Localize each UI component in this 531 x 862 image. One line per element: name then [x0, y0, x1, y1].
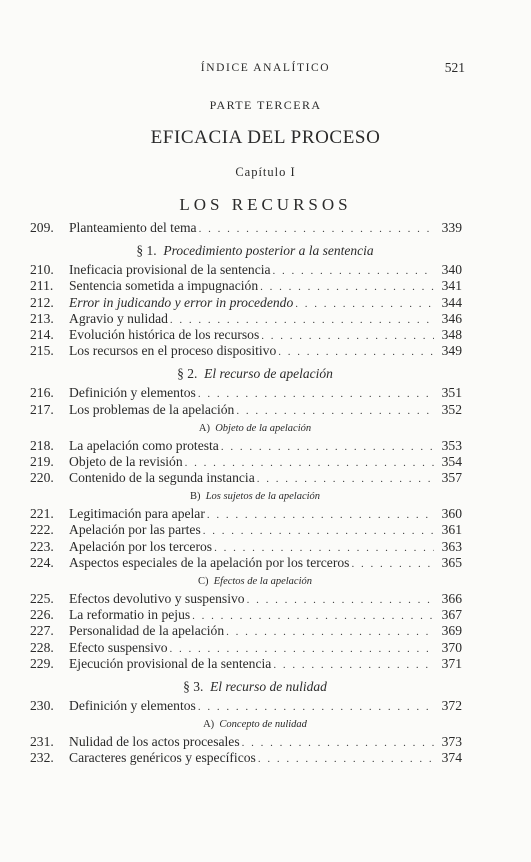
table-of-contents: [30, 220, 462, 767]
entry-page: 367: [441, 607, 462, 623]
entry-page: 370: [441, 639, 462, 655]
entry-page: 371: [441, 655, 462, 671]
heading-text: Objeto de la apelación: [215, 422, 312, 434]
entry-title: Los problemas de la apelación: [69, 401, 235, 417]
entry-page: 349: [441, 343, 462, 359]
toc-entry: [30, 607, 462, 623]
subsection-heading: [48, 241, 462, 260]
entry-number: 211.: [30, 278, 54, 294]
dot-leader: [203, 523, 434, 539]
entry-title: Personalidad de la apelación: [69, 623, 225, 639]
entry-title: La reformatio in pejus: [69, 607, 191, 623]
dot-leader: [207, 507, 434, 523]
entry-number: 228.: [30, 639, 54, 655]
entry-number: 219.: [30, 453, 54, 469]
dot-leader: [247, 592, 434, 608]
heading-text: Efectos de la apelación: [213, 576, 312, 587]
entry-number: 210.: [30, 262, 54, 278]
entry-title: Efectos devolutivo y suspensivo: [69, 591, 245, 606]
entry-page: 352: [441, 401, 462, 417]
toc-entry: [30, 734, 462, 750]
heading-sign: C): [197, 576, 209, 587]
entry-title: Efecto suspensivo: [69, 639, 168, 655]
entry-number: 223.: [30, 538, 54, 554]
heading-sign: A): [198, 422, 210, 434]
toc-entry: [30, 220, 462, 236]
toc-entry: [30, 539, 462, 555]
entry-page: 344: [441, 294, 462, 310]
dot-leader: [261, 328, 434, 344]
entry-number: 225.: [30, 591, 54, 606]
entry-number: 218.: [30, 437, 54, 453]
toc-entry: [30, 278, 462, 294]
entry-page: 373: [441, 734, 462, 750]
dot-leader: [226, 624, 434, 640]
entry-title: Contenido de la segunda instancia: [69, 470, 255, 486]
entry-number: 224.: [30, 554, 54, 570]
toc-entry: [30, 522, 462, 538]
subsection-subheading: [48, 717, 462, 733]
dot-leader: [278, 344, 434, 360]
entry-page: 340: [441, 262, 462, 278]
dot-leader: [273, 263, 434, 279]
entry-page: 357: [441, 470, 462, 486]
heading-sign: § 3.: [183, 678, 204, 694]
toc-entry: [30, 750, 462, 766]
heading-text: Concepto de nulidad: [219, 719, 307, 731]
subsection-subheading: [48, 574, 462, 590]
dot-leader: [257, 471, 434, 487]
toc-entry: [30, 454, 462, 470]
dot-leader: [199, 221, 434, 237]
entry-page: 348: [441, 326, 462, 342]
toc-entry: [30, 311, 462, 327]
entry-title: Definición y elementos: [69, 385, 196, 401]
entry-number: 221.: [30, 506, 54, 522]
entry-number: 215.: [30, 343, 54, 359]
entry-page: 374: [441, 750, 462, 766]
chapter-heading: Capítulo I: [235, 165, 296, 179]
entry-title: Apelación por los terceros: [69, 538, 213, 554]
entry-title: Legitimación para apelar: [69, 506, 205, 522]
entry-title: Ineficacia provisional de la sentencia: [69, 262, 271, 278]
entry-title: Nulidad de los actos procesales: [69, 734, 240, 750]
entry-title: Planteamiento del tema: [69, 220, 197, 235]
dot-leader: [260, 279, 434, 295]
entry-page: 351: [441, 385, 462, 401]
entry-title: Ejecución provisional de la sentencia: [69, 655, 272, 671]
toc-entry: [30, 470, 462, 486]
entry-number: 220.: [30, 470, 54, 486]
entry-number: 216.: [30, 385, 54, 401]
toc-entry: [30, 698, 462, 714]
toc-entry: [30, 591, 462, 607]
entry-number: 231.: [30, 734, 54, 750]
entry-number: 226.: [30, 607, 54, 623]
entry-page: 365: [441, 554, 462, 570]
toc-entry: [30, 555, 462, 571]
entry-number: 209.: [30, 220, 54, 235]
entry-number: 217.: [30, 401, 54, 417]
dot-leader: [192, 608, 434, 624]
entry-title: Error in judicando y error in procedendo: [69, 294, 294, 310]
heading-sign: A): [203, 719, 215, 731]
toc-entry: [30, 438, 462, 454]
toc-entry: [30, 402, 462, 418]
entry-number: 230.: [30, 697, 54, 713]
entry-title: Agravio y nulidad: [69, 310, 168, 326]
dot-leader: [170, 312, 434, 328]
heading-sign: § 2.: [177, 366, 198, 382]
entry-title: Evolución histórica de los recursos: [69, 326, 260, 342]
entry-title: Apelación por las partes: [69, 522, 201, 538]
toc-entry: [30, 640, 462, 656]
dot-leader: [185, 455, 434, 471]
entry-page: 369: [441, 623, 462, 639]
entry-page: 372: [441, 697, 462, 713]
part-heading: PARTE TERCERA: [209, 98, 322, 112]
heading-text: Los sujetos de la apelación: [205, 491, 321, 503]
entry-number: 212.: [30, 294, 54, 310]
entry-title: Los recursos en el proceso dispositivo: [69, 343, 277, 359]
heading-text: El recurso de apelación: [204, 366, 333, 382]
toc-entry: [30, 623, 462, 639]
subsection-heading: [48, 677, 462, 696]
dot-leader: [295, 296, 434, 312]
dot-leader: [258, 751, 434, 767]
entry-title: La apelación como protesta: [69, 437, 219, 453]
dot-leader: [214, 540, 434, 556]
entry-page: 360: [441, 506, 462, 522]
entry-page: 346: [441, 310, 462, 326]
toc-entry: [30, 327, 462, 343]
heading-sign: B): [189, 491, 201, 503]
entry-number: 229.: [30, 655, 54, 671]
toc-entry: [30, 343, 462, 359]
main-title: EFICACIA DEL PROCESO: [150, 127, 381, 148]
dot-leader: [273, 657, 434, 673]
entry-number: 214.: [30, 326, 54, 342]
entry-title: Caracteres genéricos y específicos: [69, 750, 256, 766]
entry-number: 213.: [30, 310, 54, 326]
entry-page: 363: [441, 538, 462, 554]
entry-title: Sentencia sometida a impugnación: [69, 278, 259, 294]
dot-leader: [198, 699, 434, 715]
entry-page: 366: [441, 591, 462, 606]
toc-entry: [30, 506, 462, 522]
entry-page: 339: [441, 220, 462, 235]
heading-text: El recurso de nulidad: [210, 678, 327, 694]
subsection-subheading: [48, 421, 462, 437]
running-header-title: ÍNDICE ANALÍTICO: [200, 62, 331, 74]
entry-title: Definición y elementos: [69, 697, 196, 713]
entry-page: 341: [441, 278, 462, 294]
entry-number: 227.: [30, 623, 54, 639]
toc-entry: [30, 385, 462, 401]
dot-leader: [170, 641, 434, 657]
entry-page: 354: [441, 453, 462, 469]
entry-number: 232.: [30, 750, 54, 766]
heading-sign: § 1.: [136, 243, 157, 259]
dot-leader: [242, 735, 434, 751]
toc-entry: [30, 656, 462, 672]
section-title: LOS RECURSOS: [179, 195, 352, 214]
page-number: 521: [444, 60, 465, 75]
entry-title: Objeto de la revisión: [69, 453, 183, 469]
dot-leader: [221, 439, 434, 455]
entry-title: Aspectos especiales de la apelación por los terceros: [69, 554, 350, 570]
toc-entry: [30, 262, 462, 278]
subsection-heading: [48, 364, 462, 383]
dot-leader: [198, 386, 434, 402]
dot-leader: [236, 403, 434, 419]
entry-page: 361: [441, 522, 462, 538]
toc-entry: [30, 295, 462, 311]
entry-number: 222.: [30, 522, 54, 538]
subsection-subheading: [48, 489, 462, 505]
dot-leader: [351, 556, 434, 572]
heading-text: Procedimiento posterior a la sentencia: [163, 243, 374, 259]
entry-page: 353: [441, 437, 462, 453]
